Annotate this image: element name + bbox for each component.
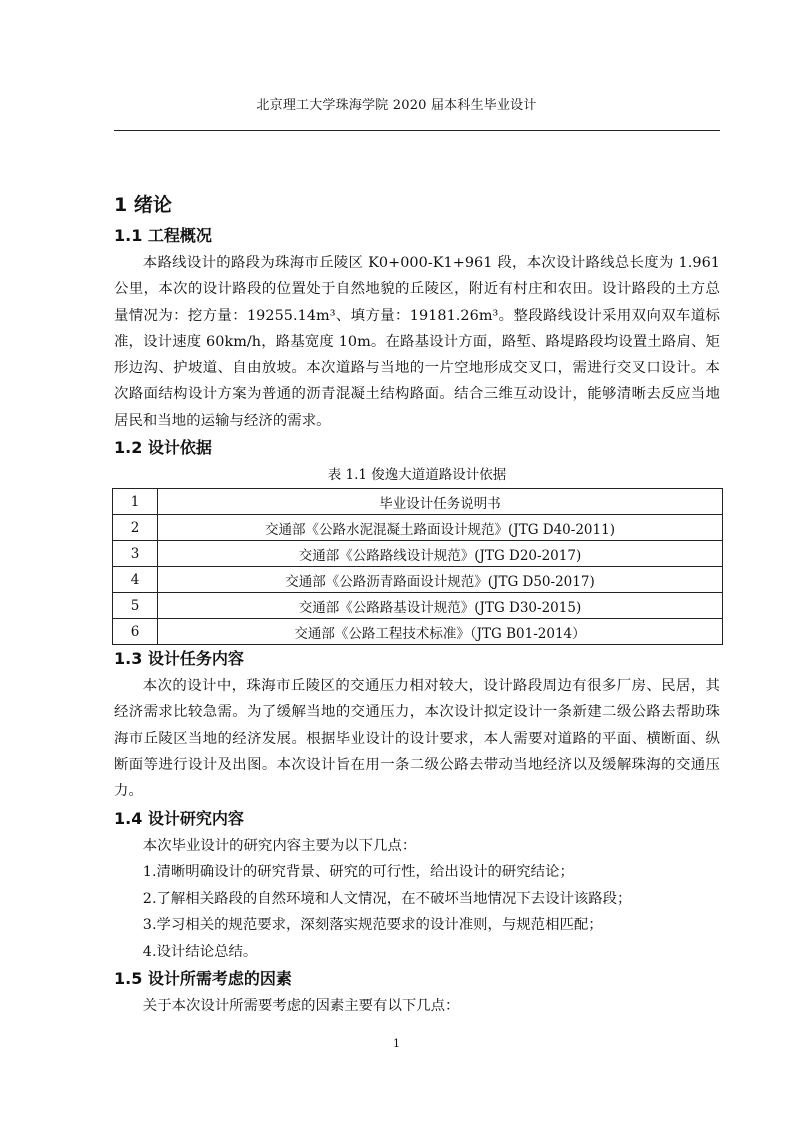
- chapter-title: 1 绪论: [114, 194, 172, 216]
- header-divider: [114, 130, 720, 131]
- document-body: [114, 188, 720, 1020]
- paragraph-project-overview: 本路线设计的路段为珠海市丘陵区 K0+000-K1+961 段，本次设计路线总长度为 1.961 公里，本次的设计路段的位置处于自然地貌的丘陵区，附近有村庄和农田。设计路段的土方总量情况为：挖方量：19255.14m³、填方量：19181.26m³。整段路线设计采用双向双车道标准，设计速度 60km/h，路基宽度 10m。在路基设计方面，路堑、路堤路段均设置土路肩、矩形边沟、护坡道、自由放坡。本次道路与当地的一片空地形成交叉口，需进行交叉口设计。本次路面结构设计方案为普通的沥青混凝土结构路面。结合三维互动设计，能够清晰去反应当地居民和当地的运输与经济的需求。: [114, 255, 720, 429]
- table-caption: 表 1.1 俊逸大道道路设计依据: [327, 467, 507, 484]
- table-row: [113, 541, 723, 567]
- page-number: 1: [393, 1037, 400, 1050]
- table-cell-text: 交通部《公路水泥混凝土路面设计规范》(JTG D40-2011): [158, 515, 723, 541]
- list-intro: 本次毕业设计的研究内容主要为以下几点：: [142, 837, 417, 854]
- table-row: [113, 515, 723, 541]
- table-cell-number: 5: [113, 593, 158, 619]
- table-cell-text: 交通部《公路工程技术标准》（JTG B01-2014）: [158, 619, 723, 645]
- table-cell-text: 交通部《公路路基设计规范》(JTG D30-2015): [158, 593, 723, 619]
- table-cell-text: 交通部《公路路线设计规范》(JTG D20-2017): [158, 541, 723, 567]
- table-row: [113, 489, 723, 515]
- list-item: 3.学习相关的规范要求，深刻落实规范要求的设计准则，与规范相匹配；: [142, 917, 603, 934]
- list-item: 1.清晰明确设计的研究背景、研究的可行性，给出设计的研究结论；: [142, 864, 574, 881]
- table-cell-number: 1: [113, 489, 158, 515]
- table-cell-number: 3: [113, 541, 158, 567]
- section-title-1-4: 1.4 设计研究内容: [114, 808, 244, 828]
- section-title-1-3: 1.3 设计任务内容: [114, 649, 244, 669]
- table-cell-text: 交通部《公路沥青路面设计规范》(JTG D50-2017): [158, 567, 723, 593]
- paragraph-design-tasks: 本次的设计中，珠海市丘陵区的交通压力相对较大，设计路段周边有很多厂房、民居，其经济需求比较急需。为了缓解当地的交通压力，本次设计拟定设计一条新建二级公路去帮助珠海市丘陵区当地的经济发展。根据毕业设计的设计要求，本人需要对道路的平面、横断面、纵断面等进行设计及出图。本次设计旨在用一条二级公路去带动当地经济以及缓解珠海的交通压力。: [114, 678, 720, 800]
- list-item: 2.了解相关路段的自然环境和人文情况，在不破坏当地情况下去设计该路段；: [142, 890, 632, 907]
- section-title-1-2: 1.2 设计依据: [114, 438, 212, 458]
- list-item: 4.设计结论总结。: [142, 943, 258, 960]
- section-title-1-1: 1.1 工程概况: [114, 226, 212, 245]
- table-row: [113, 619, 723, 645]
- table-row: [113, 567, 723, 593]
- page-header: 北京理工大学珠海学院 2020 届本科生毕业设计: [256, 98, 537, 113]
- section-title-1-5: 1.5 设计所需考虑的因素: [114, 969, 292, 989]
- table-row: [113, 593, 723, 619]
- table-cell-number: 6: [113, 619, 158, 645]
- table-cell-text: 毕业设计任务说明书: [158, 489, 723, 515]
- design-basis-table: [112, 488, 723, 645]
- table-cell-number: 2: [113, 515, 158, 541]
- table-cell-number: 4: [113, 567, 158, 593]
- list-intro: 关于本次设计所需要考虑的因素主要有以下几点：: [142, 998, 460, 1015]
